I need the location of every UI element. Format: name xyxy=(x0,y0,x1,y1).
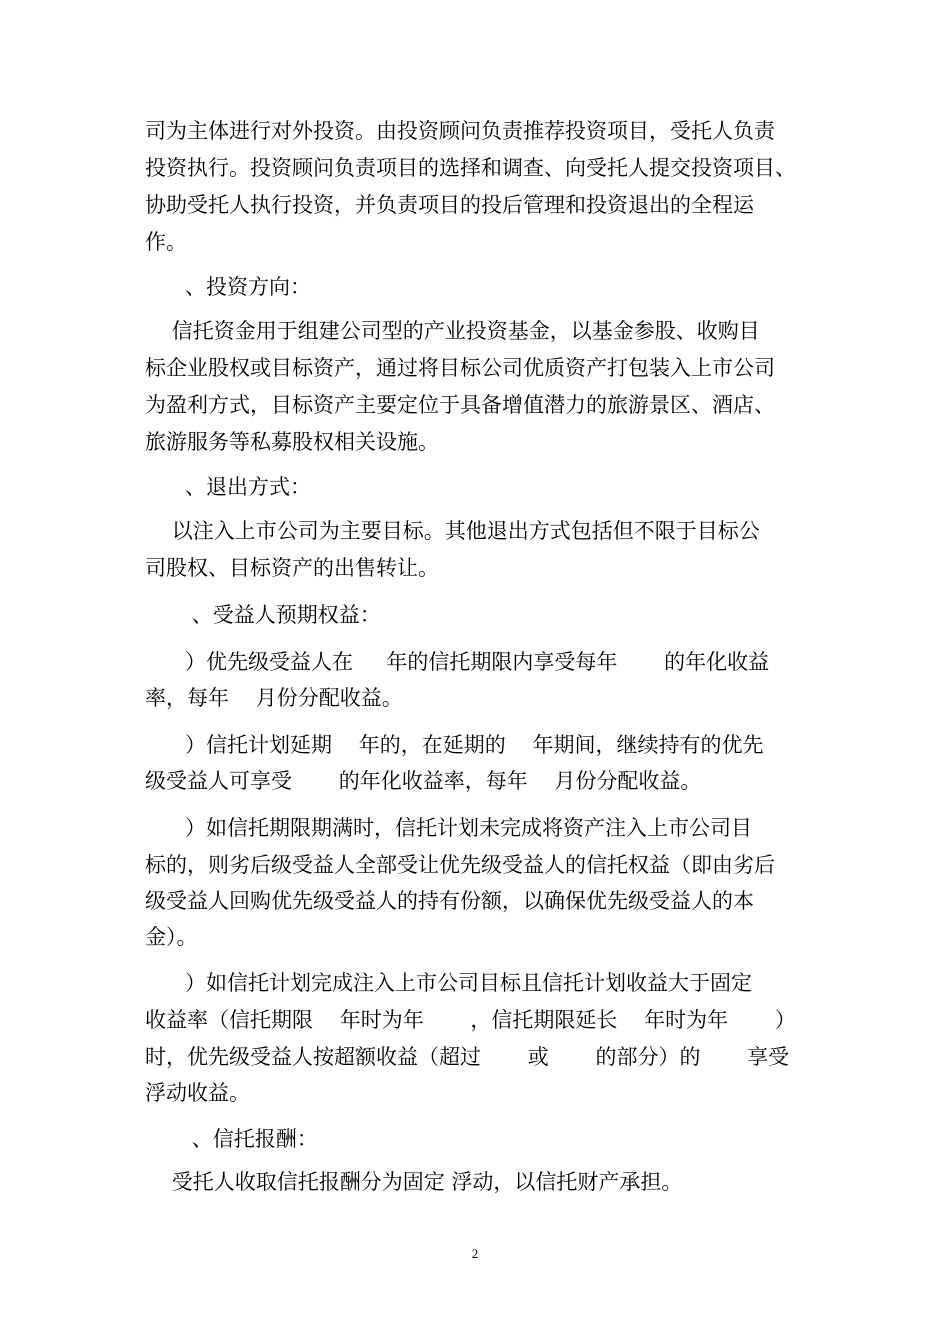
body-text-line: 受托人收取信托报酬分为固定 浮动，以信托财产承担。 xyxy=(145,1170,683,1194)
body-text-line: 司股权、目标资产的出售转让。 xyxy=(145,556,439,580)
body-text-line: 信托资金用于组建公司型的产业投资基金，以基金参股、收购目 xyxy=(145,319,760,343)
body-text-line: ）如信托期限期满时，信托计划未完成将资产注入上市公司目 xyxy=(145,816,753,840)
body-text-line: ）如信托计划完成注入上市公司目标且信托计划收益大于固定 xyxy=(145,971,753,995)
body-text-line: 标企业股权或目标资产，通过将目标公司优质资产打包装入上市公司 xyxy=(145,356,775,380)
body-text-line: 标的，则劣后级受益人全部受让优先级受益人的信托权益（即由劣后 xyxy=(145,853,775,877)
body-text-line: 时，优先级受益人按超额收益（超过 或 的部分）的 享受 xyxy=(145,1045,790,1069)
body-text-line: 投资执行。投资顾问负责项目的选择和调查、向受托人提交投资项目、 xyxy=(145,156,796,180)
body-text-line: 协助受托人执行投资，并负责项目的投后管理和投资退出的全程运 xyxy=(145,193,754,217)
body-text-line: ）信托计划延期 年的，在延期的 年期间，继续持有的优先 xyxy=(145,733,764,757)
page-number: 2 xyxy=(471,1246,479,1261)
body-text-line: 收益率（信托期限 年时为年 ，信托期限延长 年时为年 ） xyxy=(145,1008,796,1032)
section-heading-expected-returns: 、受益人预期权益： xyxy=(145,603,381,627)
body-text-line: 级受益人回购优先级受益人的持有份额，以确保优先级受益人的本 xyxy=(145,889,754,913)
body-text-line: 作。 xyxy=(145,230,187,254)
section-heading-investment-direction: 、投资方向： xyxy=(145,275,312,299)
body-text-line: 级受益人可享受 的年化收益率，每年 月份分配收益。 xyxy=(145,769,702,793)
body-text-line: 司为主体进行对外投资。由投资顾问负责推荐投资项目，受托人负责 xyxy=(145,119,775,143)
body-text-line: ）优先级受益人在 年的信托期限内享受每年 的年化收益 xyxy=(145,650,770,674)
section-heading-exit-method: 、退出方式： xyxy=(145,475,312,499)
body-text-line: 为盈利方式，目标资产主要定位于具备增值潜力的旅游景区、酒店、 xyxy=(145,393,775,417)
body-text-line: 率，每年 月份分配收益。 xyxy=(145,686,403,710)
body-text-line: 旅游服务等私募股权相关设施。 xyxy=(145,430,439,454)
body-text-line: 金）。 xyxy=(145,925,198,949)
body-text-line: 以注入上市公司为主要目标。其他退出方式包括但不限于目标公 xyxy=(145,519,760,543)
body-text-line: 浮动收益。 xyxy=(145,1081,250,1105)
section-heading-trust-remuneration: 、信托报酬： xyxy=(145,1127,318,1151)
